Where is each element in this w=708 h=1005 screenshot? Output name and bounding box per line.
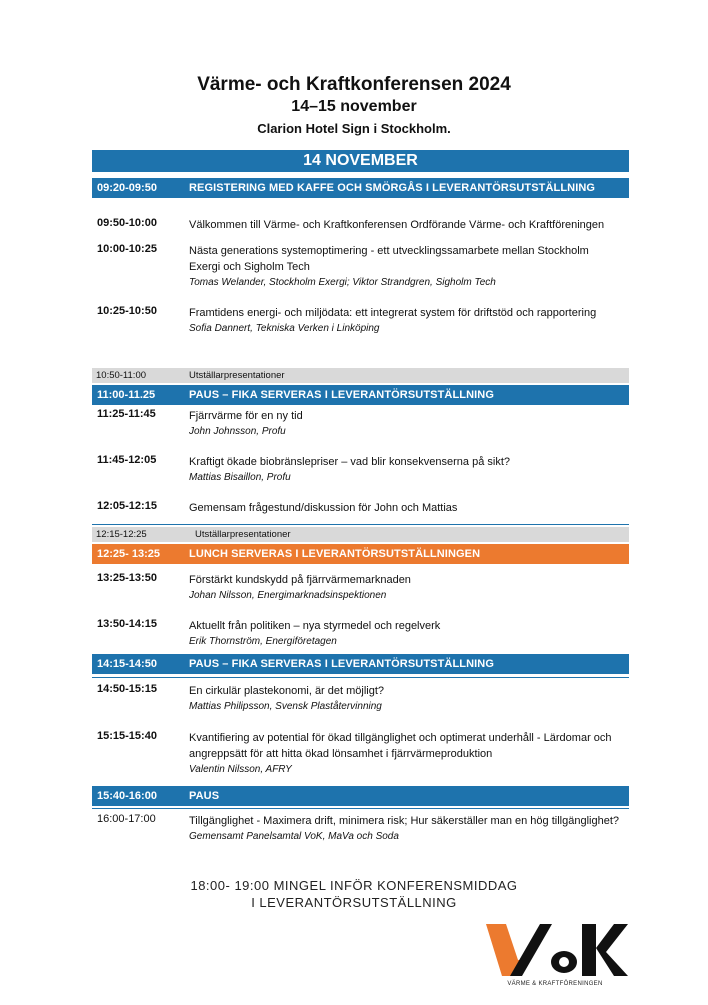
item-time: 16:00-17:00 [97, 813, 156, 825]
item-time: 13:25-13:50 [97, 572, 157, 584]
band-time: 12:25- 13:25 [97, 548, 160, 560]
exhibitor-row [92, 527, 629, 542]
item-time: 11:25-11:45 [97, 408, 156, 420]
agenda-band-fika [92, 383, 629, 405]
band-label: LUNCH SERVERAS I LEVERANTÖRSUTSTÄLLNINGEN [189, 548, 481, 560]
item-speaker: Johan Nilsson, Energimarknadsinspektionen [189, 590, 387, 601]
item-speaker: Tomas Welander, Stockholm Exergi; Viktor Strandgren, Sigholm Tech [189, 277, 496, 288]
band-label: PAUS [189, 790, 220, 802]
item-title: Nästa generations systemoptimering - ett utvecklingssamarbete mellan Stockholm Exergi och Sigholm Tech [189, 245, 589, 273]
band-time: 09:20-09:50 [97, 182, 157, 194]
item-title: Kraftigt ökade biobränslepriser – vad blir konsekvenserna på sikt? [189, 456, 511, 468]
item-title: Framtidens energi- och miljödata: ett integrerat system för driftstöd och rapportering [189, 307, 597, 319]
item-title: Fjärrvärme för en ny tid [189, 410, 303, 422]
item-speaker: Valentin Nilsson, AFRY [189, 764, 292, 775]
item-title: Välkommen till Värme- och Kraftkonferensen Ordförande Värme- och Kraftföreningen [189, 219, 605, 231]
divider [92, 808, 629, 809]
item-time: 12:05-12:15 [97, 500, 157, 512]
band-label: PAUS – FIKA SERVERAS I LEVERANTÖRSUTSTÄLLNING [189, 658, 494, 670]
item-speaker: Sofia Dannert, Tekniska Verken i Linköping [189, 323, 380, 334]
band-label: PAUS – FIKA SERVERAS I LEVERANTÖRSUTSTÄLLNING [189, 389, 494, 401]
item-title: Förstärkt kundskydd på fjärrvärmemarknaden [189, 574, 411, 586]
divider [92, 524, 629, 525]
item-speaker: Mattias Bisaillon, Profu [189, 472, 291, 483]
exhibitor-row [92, 368, 629, 383]
item-title: Tillgänglighet - Maximera drift, minimera risk; Hur säkerställer man en hög tillgänglighet? [189, 815, 619, 827]
exhibitor-label: Utställarpresentationer [189, 370, 285, 381]
evening-note-line-1: 18:00- 19:00 MINGEL INFÖR KONFERENSMIDDAG [190, 878, 518, 893]
exhibitor-time: 12:15-12:25 [96, 529, 147, 540]
agenda-band-paus [92, 784, 629, 806]
agenda-band-lunch [92, 542, 629, 564]
band-time: 11:00-11.25 [97, 389, 156, 401]
exhibitor-label: Utställarpresentationer [195, 529, 291, 540]
agenda-band-fika [92, 652, 629, 674]
item-speaker: Gemensamt Panelsamtal VoK, MaVa och Soda [189, 831, 399, 842]
item-time: 14:50-15:15 [97, 683, 157, 695]
item-time: 13:50-14:15 [97, 618, 157, 630]
item-time: 11:45-12:05 [97, 454, 157, 466]
item-title: Aktuellt från politiken – nya styrmedel och regelverk [189, 620, 441, 632]
item-speaker: John Johnsson, Profu [189, 426, 286, 437]
vok-logo-mark [482, 920, 628, 980]
vok-logo [482, 920, 628, 992]
band-time: 15:40-16:00 [97, 790, 157, 802]
band-label: REGISTERING MED KAFFE OCH SMÖRGÅS I LEVERANTÖRSUTSTÄLLNING [189, 182, 596, 194]
item-time: 09:50-10:00 [97, 217, 157, 229]
event-venue: Clarion Hotel Sign i Stockholm. [257, 121, 451, 136]
item-title: Gemensam frågestund/diskussion för John och Mattias [189, 502, 458, 514]
item-time: 15:15-15:40 [97, 730, 157, 742]
logo-subtitle: VÄRME & KRAFTFÖRENINGEN [507, 981, 603, 987]
event-date: 14–15 november [291, 98, 417, 115]
item-title: En cirkulär plastekonomi, är det möjligt? [189, 685, 385, 697]
day-heading: 14 NOVEMBER [92, 150, 629, 172]
item-time: 10:00-10:25 [97, 243, 157, 255]
band-time: 14:15-14:50 [97, 658, 157, 670]
item-speaker: Erik Thornström, Energiföretagen [189, 636, 337, 647]
page-title: Värme- och Kraftkonferensen 2024 [197, 74, 511, 95]
item-time: 10:25-10:50 [97, 305, 157, 317]
divider [92, 677, 629, 678]
item-title: Kvantifiering av potential för ökad tillgänglighet och optimerat underhåll - Lärdomar och angreppsätt för att hitta ökad lönsamhet i fjärrvärmeproduktion [189, 732, 612, 760]
item-speaker: Mattias Philipsson, Svensk Plaståtervinning [189, 701, 382, 712]
evening-note-line-2: I LEVERANTÖRSUTSTÄLLNING [251, 895, 457, 910]
agenda-band-registration [92, 176, 629, 198]
exhibitor-time: 10:50-11:00 [96, 370, 147, 381]
